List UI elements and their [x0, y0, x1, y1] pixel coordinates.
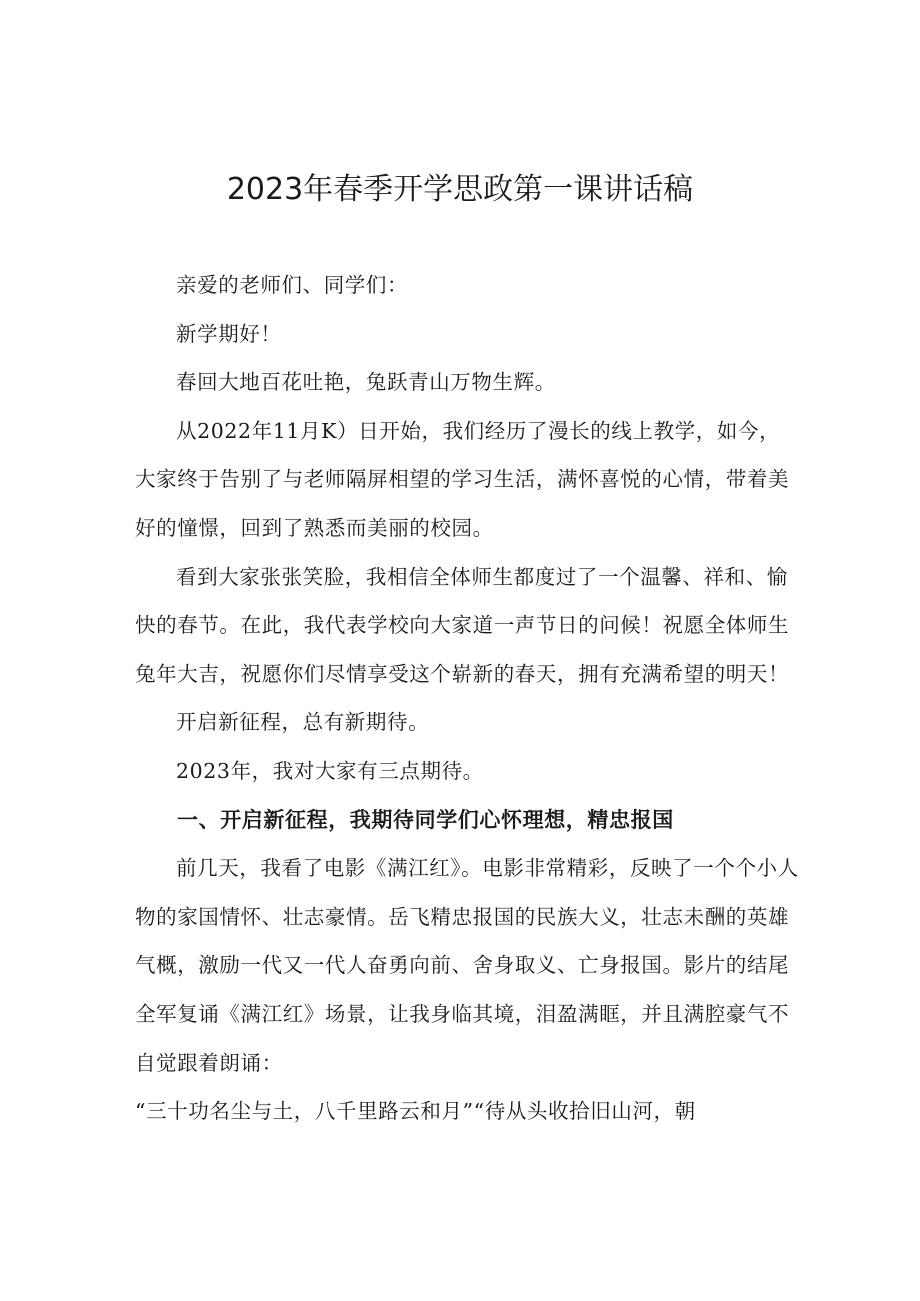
document-body: [135, 261, 800, 1136]
paragraph: 2023年，我对大家有三点期待。: [176, 758, 484, 783]
quote-paragraph: “三十功名尘与土，八千里路云和月”“待从头收拾旧山河，朝: [135, 1099, 696, 1124]
paragraph: 春回大地百花吐艳，兔跃青山万物生辉。: [176, 370, 556, 395]
paragraph: 从2022年11月K）日开始，我们经历了漫长的线上教学，如今，大家终于告别了与老师隔屏相望的学习生活，满怀喜悦的心情，带着美好的憧憬，回到了熟悉而美丽的校园。: [135, 418, 790, 540]
salutation: 亲爱的老师们、同学们：: [176, 273, 409, 297]
section-heading: 一、开启新征程，我期待同学们心怀理想，精忠报国: [177, 807, 674, 832]
paragraph: 看到大家张张笑脸，我相信全体师生都度过了一个温馨、祥和、愉快的春节。在此，我代表学校向大家道一声节日的问候！祝愿全体师生兔年大吉，祝愿你们尽情享受这个崭新的春天，拥有充满希望的明天！: [135, 564, 790, 686]
greeting: 新学期好！: [176, 321, 282, 346]
paragraph: 前几天，我看了电影《满江红》。电影非常精彩，反映了一个个小人物的家国情怀、壮志豪情。岳飞精忠报国的民族大义，壮志未酬的英雄气概，激励一代又一代人奋勇向前、舍身取义、亡身报国。影片的结尾全军复诵《满江红》场景，让我身临其境，泪盈满眶，并且满腔豪气不自觉跟着朗诵：: [135, 856, 799, 1075]
paragraph: 开启新征程，总有新期待。: [176, 710, 430, 735]
document-title: 2023年春季开学思政第一课讲话稿: [226, 172, 694, 207]
